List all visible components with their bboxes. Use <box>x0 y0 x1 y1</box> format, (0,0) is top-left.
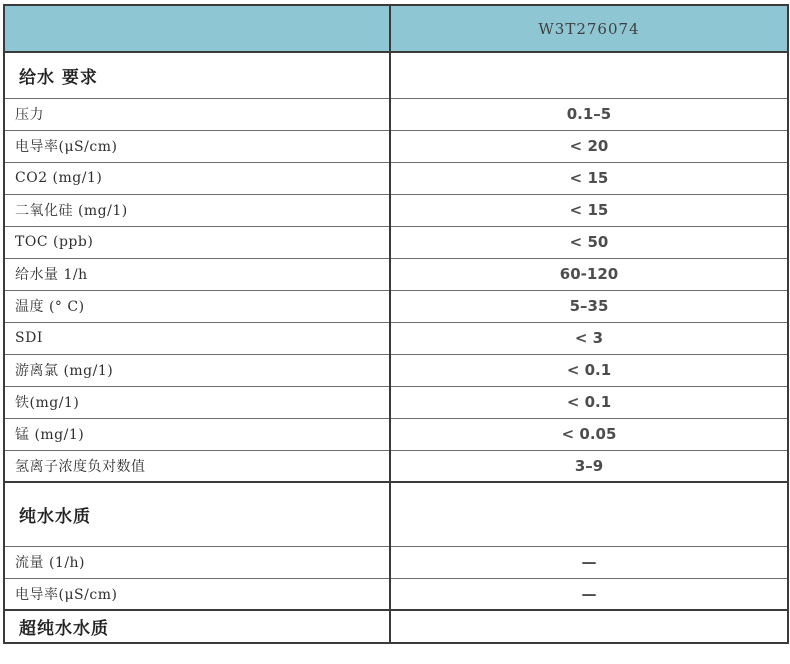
row-value: — <box>390 578 788 610</box>
table-row <box>4 546 788 578</box>
row-label: 电导率(μS/cm) <box>4 130 390 162</box>
table-row <box>4 98 788 130</box>
row-value: < 3 <box>390 322 788 354</box>
table-row <box>4 194 788 226</box>
row-label: 流量 (1/h) <box>4 546 390 578</box>
row-label: 氢离子浓度负对数值 <box>4 450 390 482</box>
row-label: 锰 (mg/1) <box>4 418 390 450</box>
row-value: < 0.1 <box>390 386 788 418</box>
table-row <box>4 354 788 386</box>
row-label: SDI <box>4 322 390 354</box>
table-row <box>4 130 788 162</box>
row-label: 二氧化硅 (mg/1) <box>4 194 390 226</box>
table-row <box>4 290 788 322</box>
table-row <box>4 450 788 482</box>
table-row <box>4 386 788 418</box>
row-value: 60-120 <box>390 258 788 290</box>
row-label: 温度 (° C) <box>4 290 390 322</box>
row-value: < 0.05 <box>390 418 788 450</box>
row-value: — <box>390 546 788 578</box>
section-title: 超纯水水质 <box>4 610 390 643</box>
row-value <box>390 52 788 98</box>
table-row <box>4 418 788 450</box>
row-value: < 15 <box>390 162 788 194</box>
table-row <box>4 162 788 194</box>
row-value: 3–9 <box>390 450 788 482</box>
section-title: 纯水水质 <box>4 482 390 546</box>
water-spec-table <box>3 4 789 644</box>
row-label: 铁(mg/1) <box>4 386 390 418</box>
row-value: < 50 <box>390 226 788 258</box>
row-value: < 20 <box>390 130 788 162</box>
table-row <box>4 258 788 290</box>
row-value: 5–35 <box>390 290 788 322</box>
row-label: 给水量 1/h <box>4 258 390 290</box>
row-label: TOC (ppb) <box>4 226 390 258</box>
table-header-row <box>4 5 788 52</box>
row-value: 0.1–5 <box>390 98 788 130</box>
row-label: 电导率(μS/cm) <box>4 578 390 610</box>
row-value <box>390 610 788 643</box>
section-header-row <box>4 610 788 643</box>
row-value <box>390 482 788 546</box>
header-model-cell: W3T276074 <box>390 5 788 52</box>
section-header-row <box>4 52 788 98</box>
row-label: CO2 (mg/1) <box>4 162 390 194</box>
section-header-row <box>4 482 788 546</box>
header-label-cell <box>4 5 390 52</box>
table-row <box>4 322 788 354</box>
row-label: 压力 <box>4 98 390 130</box>
table-row <box>4 578 788 610</box>
table-row <box>4 226 788 258</box>
row-label: 游离氯 (mg/1) <box>4 354 390 386</box>
section-title: 给水 要求 <box>4 52 390 98</box>
row-value: < 15 <box>390 194 788 226</box>
row-value: < 0.1 <box>390 354 788 386</box>
